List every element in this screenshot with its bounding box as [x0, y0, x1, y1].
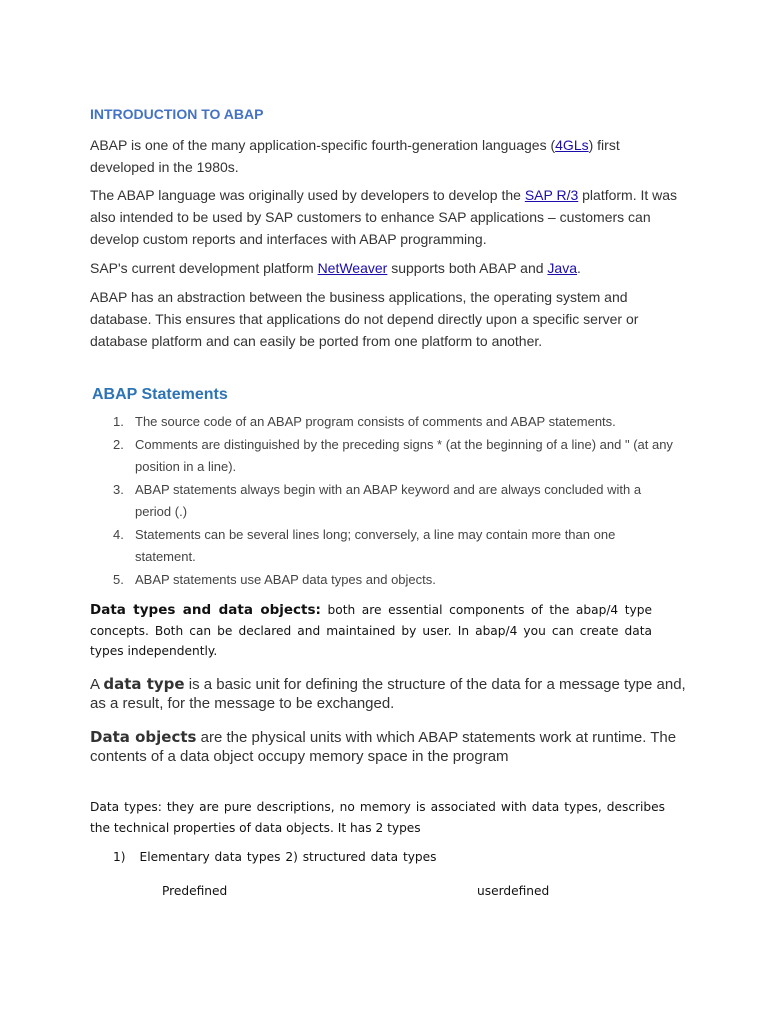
intro-p1-text-b: ) first developed in the 1980s.: [90, 137, 620, 175]
link-sap-r3[interactable]: SAP R/3: [524, 187, 579, 203]
list-item-text: Comments are distinguished by the preceding signs * (at the beginning of a line) and " (at any position in a line).: [135, 437, 673, 474]
list-item-text: The source code of an ABAP program consists of comments and ABAP statements.: [135, 414, 616, 429]
predefined-label: Predefined: [162, 884, 228, 898]
intro-p3-text-c: .: [577, 260, 581, 276]
list-item-number: 2.: [113, 437, 124, 452]
list-item: [113, 569, 673, 591]
types-list-item: [113, 850, 437, 864]
list-item: [113, 479, 673, 523]
list-item-text: Statements can be several lines long; conversely, a line may contain more than one statement.: [135, 527, 616, 564]
data-types-objects-term: Data types and data objects:: [90, 602, 321, 618]
intro-paragraph-4: ABAP has an abstraction between the business applications, the operating system and database. This ensures that applications do not depend directly upon a specific server or database platform and can easily be ported from one platform to another.: [90, 289, 639, 349]
list-item-number: 5.: [113, 572, 124, 587]
link-netweaver[interactable]: NetWeaver: [317, 260, 388, 276]
link-4gls[interactable]: 4GLs: [555, 137, 589, 153]
data-types-objects-paragraph: [90, 600, 652, 662]
intro-p2-text-a: The ABAP language was originally used by developers to develop the: [90, 187, 525, 203]
list-item: [113, 434, 673, 478]
intro-paragraph-3: [90, 257, 680, 279]
intro-paragraph-2: [90, 184, 680, 250]
list-item-text: ABAP statements always begin with an ABAP keyword and are always concluded with a period (.): [135, 482, 642, 519]
data-objects-paragraph: [90, 728, 690, 766]
types-list-text: Elementary data types 2) structured data types: [139, 850, 437, 864]
intro-p3-text-b: supports both ABAP and: [387, 260, 548, 276]
list-item-number: 4.: [113, 527, 124, 542]
data-objects-text: are the physical units with which ABAP statements work at runtime. The contents of a data object occupy memory space in the program: [90, 729, 677, 765]
intro-heading: INTRODUCTION TO ABAP: [90, 106, 264, 122]
userdefined-label: userdefined: [477, 884, 550, 898]
types-list-number: 1): [113, 850, 126, 864]
link-java[interactable]: Java: [547, 260, 577, 276]
intro-p1-text-a: ABAP is one of the many application-specific fourth-generation languages (: [90, 137, 556, 153]
data-type-prefix: A: [90, 676, 104, 693]
data-type-paragraph: [90, 675, 690, 713]
data-types-paragraph: Data types: they are pure descriptions, no memory is associated with data types, describes the technical properties of data objects. It has 2 types: [90, 800, 665, 835]
data-objects-term: Data objects: [90, 728, 197, 746]
data-types-objects-text: both are essential components of the abap/4 type concepts. Both can be declared and maintained by user. In abap/4 you can create data types independently.: [90, 603, 652, 658]
statements-list: [113, 411, 673, 592]
list-item-number: 1.: [113, 414, 124, 429]
intro-paragraph-1: [90, 134, 680, 178]
list-item: [113, 411, 673, 433]
data-type-term: data type: [103, 675, 185, 693]
intro-p3-text-a: SAP's current development platform: [90, 260, 318, 276]
list-item-number: 3.: [113, 482, 124, 497]
list-item: [113, 524, 673, 568]
statements-heading: ABAP Statements: [92, 386, 228, 403]
data-type-text: is a basic unit for defining the structure of the data for a message type and, as a result, for the message to be exchanged.: [90, 676, 686, 712]
list-item-text: ABAP statements use ABAP data types and objects.: [135, 572, 436, 587]
intro-p2-text-b: platform. It was also intended to be used by SAP customers to enhance SAP applications – customers can develop custom reports and interfaces with ABAP programming.: [90, 187, 678, 247]
